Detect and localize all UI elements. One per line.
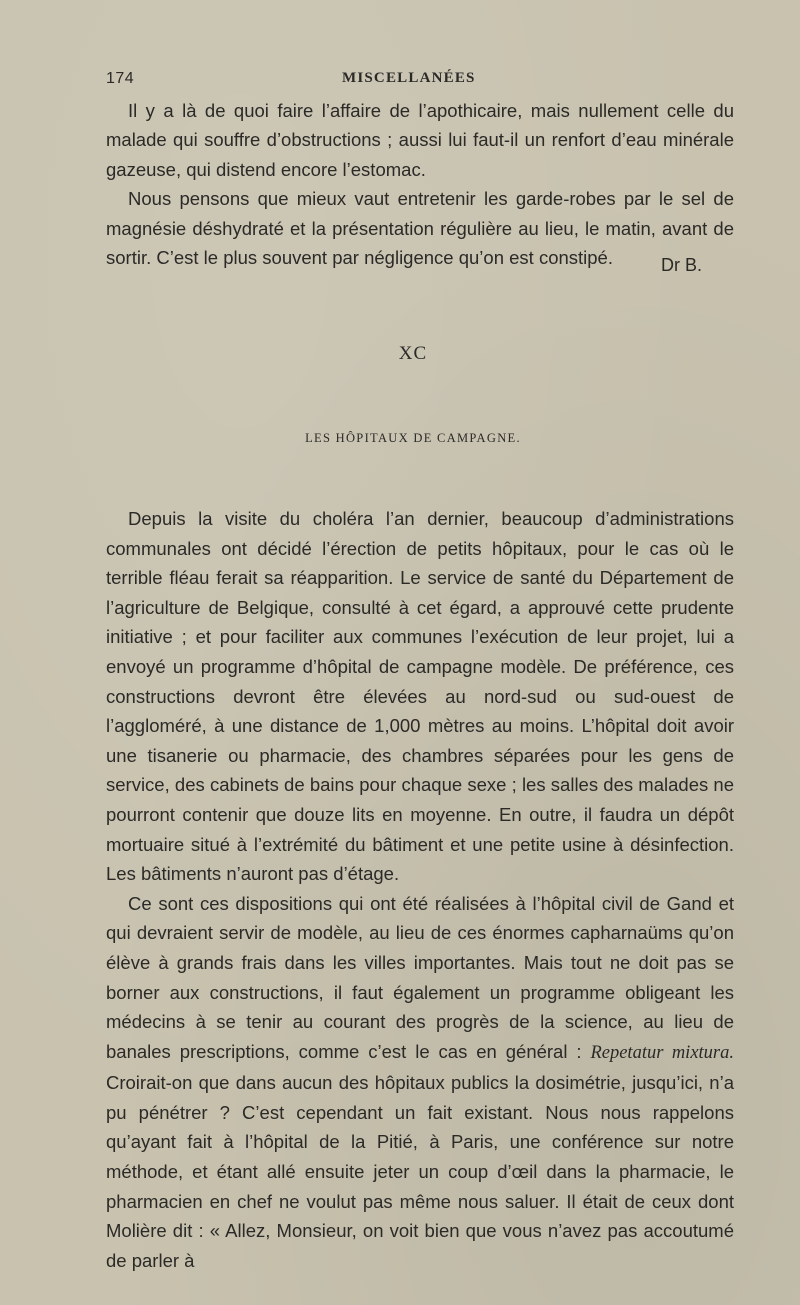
- text-block-intro: [106, 96, 734, 272]
- section-title: LES HÔPITAUX DE CAMPAGNE.: [305, 431, 521, 445]
- paragraph-text: Ce sont ces dispositions qui ont été réalisées à l’hôpital civil de Gand et qui devraient servir de modèle, au lieu de ces énormes capharnaüms qu’on élève à grands frais dans les villes importantes. Mais tout ne doit pas se borner aux constructions, il faut également un programme obligeant les médecins à se tenir au courant des progrès de la science, au lieu de banales prescriptions, comme c’est le cas en général :: [106, 892, 734, 1062]
- paragraph: [106, 889, 734, 1276]
- running-head: MISCELLANÉES: [342, 70, 476, 86]
- paragraph: Depuis la visite du choléra l’an dernier, beaucoup d’administrations communales ont décidé l’érection de petits hôpitaux, pour le cas où le terrible fléau ferait sa réapparition. Le service de santé du Département de l’agriculture de Belgique, consulté à cet égard, a approuvé cette prudente initiative ; et pour faciliter aux communes l’exécution de leur projet, lui a envoyé un programme d’hôpital de campagne modèle. De préférence, ces constructions devront être élevées au nord-sud ou sud-ouest de l’aggloméré, à une distance de 1,000 mètres au moins. L’hôpital doit avoir une tisanerie ou pharmacie, des chambres séparées pour les gens de service, des cabinets de bains pour chaque sexe ; les salles des malades ne pourront contenir que douze lits en moyenne. En outre, il faudra un dépôt mortuaire situé à l’extrémité du bâtiment et une petite usine à désinfection. Les bâtiments n’auront pas d’étage.: [106, 508, 734, 885]
- paragraph: Il y a là de quoi faire l’affaire de l’apothicaire, mais nullement celle du malade qui souffre d’obstructions ; aussi lui faut-il un renfort d’eau minérale gazeuse, qui distend encore l’estomac.: [106, 100, 734, 180]
- section-number: XC: [398, 343, 428, 364]
- latin-quote: Repetatur mixtura.: [590, 1042, 734, 1063]
- page-number: 174: [106, 70, 135, 87]
- text-block-article: [106, 504, 734, 1275]
- author-signature: Dr B.: [661, 255, 703, 275]
- page-header: [106, 70, 738, 94]
- paragraph-text: Croirait-on que dans aucun des hôpitaux publics la dosimétrie, jusqu’ici, n’a pu pénétrer ? C’est cependant un fait existant. Nous nous rappelons qu’ayant fait à l’hôpital de la Pitié, à Paris, une conférence sur notre méthode, et étant allé ensuite jeter un coup d’œil dans la pharmacie, le pharmacien en chef ne voulut pas même nous saluer. Il était de ceux dont Molière dit : « Allez, Monsieur, on voit bien que vous n’avez pas accoutumé de parler à: [106, 1072, 734, 1271]
- paragraph: Nous pensons que mieux vaut entretenir les garde-robes par le sel de magnésie déshydraté et la présentation régulière au lieu, le matin, avant de sortir. C’est le plus souvent par négligence qu’on est constipé.: [106, 188, 734, 269]
